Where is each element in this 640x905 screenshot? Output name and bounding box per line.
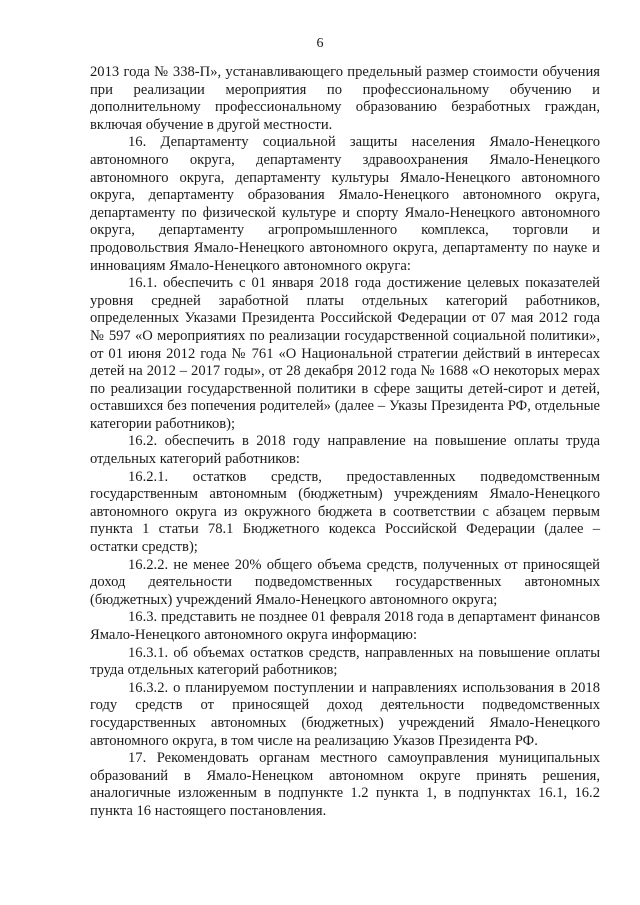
paragraph-continuation: 2013 года № 338-П», устанавливающего предельный размер стоимости обучения при реализации мероприятия по профессиональному обучению и дополнительному профессиональному образованию безработных граждан, включая обучение в другой местности. [90,64,600,133]
paragraph-16-2: 16.2. обеспечить в 2018 году направление на повышение оплаты труда отдельных категорий работников: [90,433,600,468]
paragraph-16-1: 16.1. обеспечить с 01 января 2018 года достижение целевых показателей уровня средней заработной платы отдельных категорий работников, определенных Указами Президента Российской Федерации от 07 мая 2012 года № 597 «О мероприятиях по реализации государственной социальной политики», от 01 июня 2012 года № 761 «О Национальной стратегии действий в интересах детей на 2012 – 2017 годы», от 28 декабря 2012 года № 1688 «О некоторых мерах по реализации государственной политики в сфере защиты детей-сирот и детей, оставшихся без попечения родителей» (далее – Указы Президента РФ, отдельные категории работников); [90,275,600,432]
paragraph-16: 16. Департаменту социальной защиты населения Ямало-Ненецкого автономного округа, департаменту здравоохранения Ямало-Ненецкого автономного округа, департаменту культуры Ямало-Ненецкого автономного округа, департаменту образования Ямало-Ненецкого автономного округа, департаменту по физической культуре и спорту Ямало-Ненецкого автономного округа, департаменту агропромышленного комплекса, торговли и продовольствия Ямало-Ненецкого автономного округа, департаменту по науке и инновациям Ямало-Ненецкого автономного округа: [90,134,600,274]
paragraph-16-2-2: 16.2.2. не менее 20% общего объема средств, полученных от приносящей доход деятельности подведомственных государственных автономных (бюджетных) учреждений Ямало-Ненецкого автономного округа; [90,556,600,608]
paragraph-16-2-1: 16.2.1. остатков средств, предоставленных подведомственным государственным автономным (бюджетным) учреждениям Ямало-Ненецкого автономного округа из окружного бюджета в соответствии с абзацем первым пункта 1 статьи 78.1 Бюджетного кодекса Российской Федерации (далее – остатки средств); [90,468,600,556]
paragraph-17: 17. Рекомендовать органам местного самоуправления муниципальных образований в Ямало-Ненецком автономном округе принять решения, аналогичные изложенным в подпункте 1.2 пункта 1, в подпунктах 16.1, 16.2 пункта 16 настоящего постановления. [90,750,600,819]
document-body [90,64,600,821]
paragraph-16-3-1: 16.3.1. об объемах остатков средств, направленных на повышение оплаты труда отдельных категорий работников; [90,644,600,679]
paragraph-16-3-2: 16.3.2. о планируемом поступлении и направлениях использования в 2018 году средств от приносящей доход деятельности подведомственных государственных автономных (бюджетных) учреждений Ямало-Ненецкого автономного округа, в том числе на реализацию Указов Президента РФ. [90,679,600,749]
page-number: 6 [316,36,324,51]
paragraph-16-3: 16.3. представить не позднее 01 февраля 2018 года в департамент финансов Ямало-Ненецкого автономного округа информацию: [90,609,600,643]
